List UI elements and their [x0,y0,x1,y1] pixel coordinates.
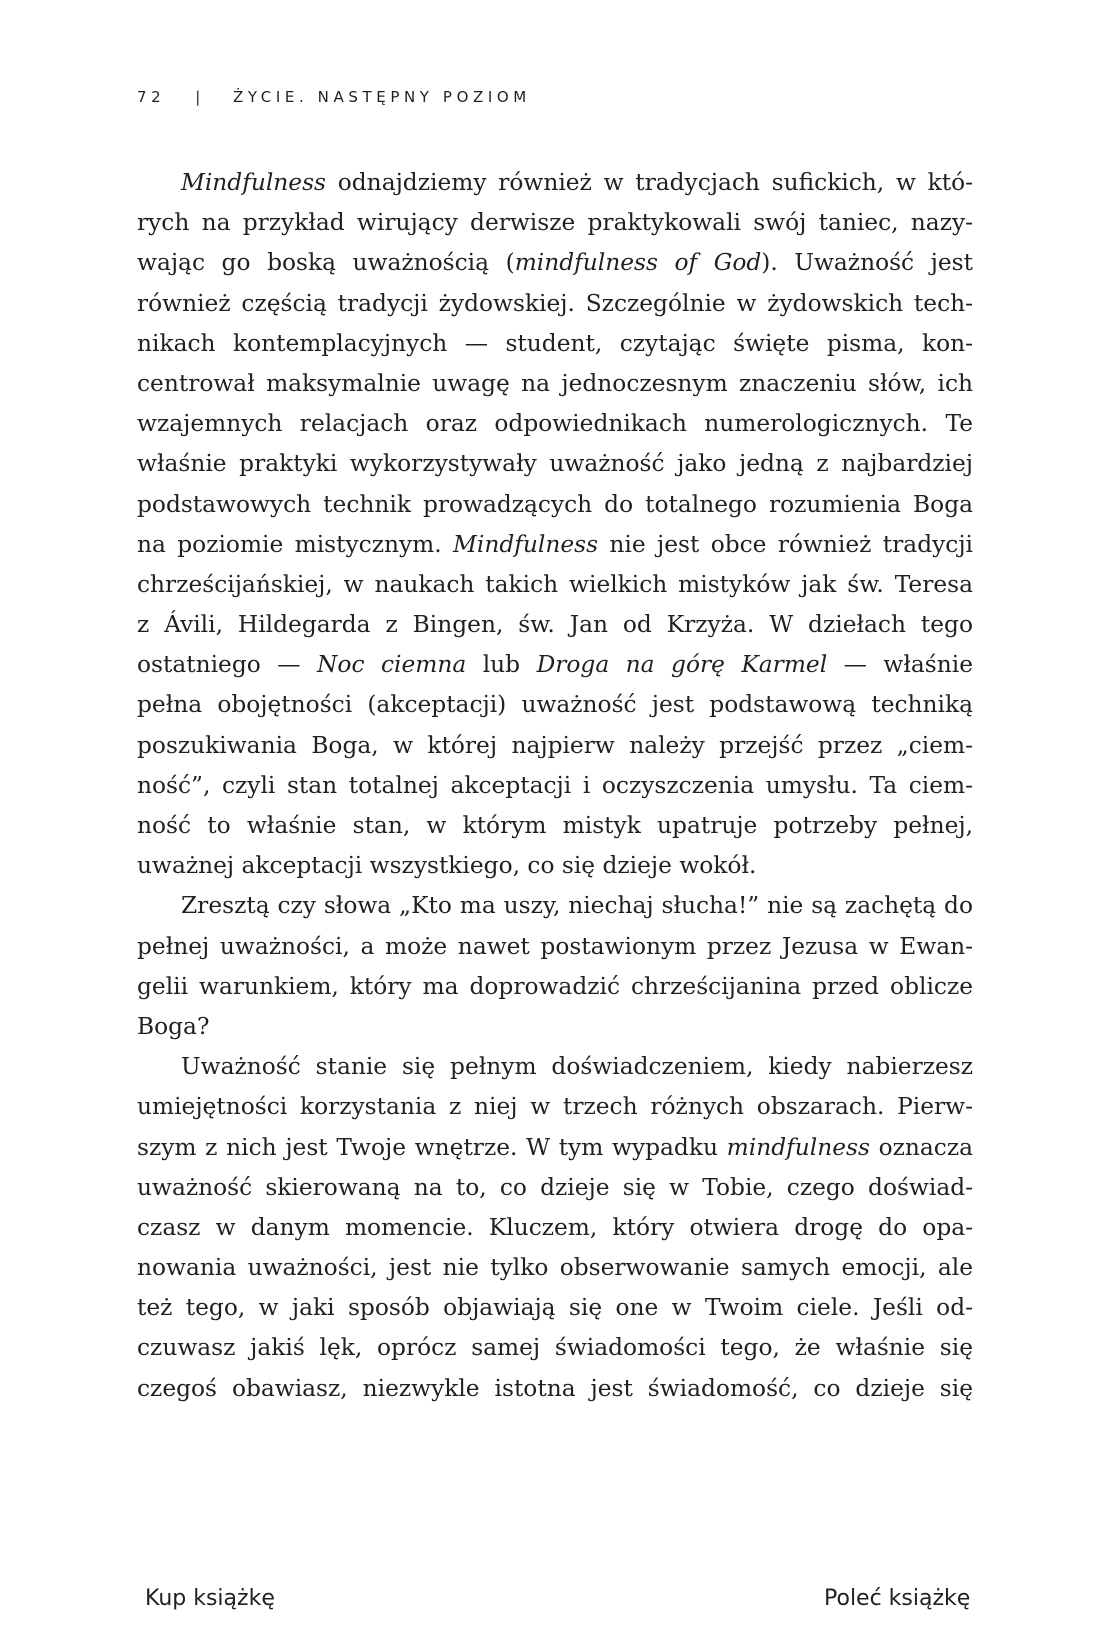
paragraph [137,1047,973,1409]
text-line [137,163,973,203]
book-title: ŻYCIE. NASTĘPNY POZIOM [232,88,531,106]
text-run: poszukiwania Boga, w której najpierw należy przejść przez „ciem- [137,731,973,759]
text-line [137,1328,973,1368]
text-line [137,404,973,444]
text-run: umiejętności korzystania z niej w trzech różnych obszarach. Pierw- [137,1093,973,1121]
text-line [137,645,973,685]
italic-text: mindfulness [726,1133,870,1161]
text-run: ). Uważność jest [761,249,973,277]
text-run: podstawowych technik prowadzących do totalnego rozumienia Boga [137,490,973,518]
text-line [137,846,973,886]
recommend-book-link[interactable]: Poleć książkę [824,1586,971,1611]
text-line [137,444,973,484]
text-line [137,1047,973,1087]
text-run: oznacza [869,1133,973,1161]
text-run: nikach kontemplacyjnych — student, czytając święte pisma, kon- [137,329,973,357]
text-line [137,203,973,243]
text-run: też tego, w jaki sposób objawiają się one w Twoim ciele. Jeśli od- [137,1294,973,1322]
text-run: nie jest obce również tradycji [598,530,973,558]
text-run: rych na przykład wirujący derwisze praktykowali swój taniec, nazy- [137,209,973,237]
text-line [137,1248,973,1288]
text-run: czasz w danym momencie. Kluczem, który otwiera drogę do opa- [137,1213,973,1241]
text-line [137,605,973,645]
text-line [137,1208,973,1248]
italic-text: Mindfulness [453,530,599,558]
text-run: nowania uważności, jest nie tylko obserwowanie samych emocji, ale [137,1254,973,1282]
text-run: wzajemnych relacjach oraz odpowiednikach numerologicznych. Te [137,410,973,438]
text-line [137,324,973,364]
text-run: z Ávili, Hildegarda z Bingen, św. Jan od Krzyża. W dziełach tego [137,611,973,639]
text-run: na poziomie mistycznym. [137,530,454,558]
text-run: ostatniego — [137,651,318,679]
text-line [137,806,973,846]
text-run: gelii warunkiem, który ma doprowadzić chrześcijanina przed oblicze [137,972,973,1000]
text-line [137,284,973,324]
text-run: pełnej uważności, a może nawet postawionym przez Jezusa w Ewan- [137,932,973,960]
text-run: lub [466,651,537,679]
text-line [137,685,973,725]
buy-book-link[interactable]: Kup książkę [145,1586,275,1611]
text-line [137,766,973,806]
paragraph [137,886,973,1047]
text-run: Uważność stanie się pełnym doświadczeniem, kiedy nabierzesz [181,1053,973,1081]
page-number: 72 [137,88,166,106]
italic-text: Noc ciemna [317,651,467,679]
text-line [137,1087,973,1127]
text-line [137,1168,973,1208]
text-line [137,1007,973,1047]
text-run: — właśnie [827,651,973,679]
paragraph [137,163,973,886]
text-line [137,726,973,766]
text-run: wając go boską uważnością ( [137,249,515,277]
text-run: pełna obojętności (akceptacji) uważność jest podstawową techniką [137,691,973,719]
text-line [137,927,973,967]
text-run: Zresztą czy słowa „Kto ma uszy, niechaj słucha!” nie są zachętą do [181,892,973,920]
running-head [137,88,531,106]
text-run: uważnej akceptacji wszystkiego, co się dzieje wokół. [137,852,757,880]
text-run: szym z nich jest Twoje wnętrze. W tym wypadku [137,1133,727,1161]
italic-text: Mindfulness [181,169,327,196]
text-run: również częścią tradycji żydowskiej. Szczególnie w żydowskich tech- [137,289,973,317]
text-run: czuwasz jakiś lęk, oprócz samej świadomości tego, że właśnie się [137,1334,973,1362]
text-run: ność to właśnie stan, w którym mistyk upatruje potrzeby pełnej, [137,812,973,839]
text-line [137,243,973,283]
italic-text: Droga na górę Karmel [536,651,828,679]
text-line [137,967,973,1007]
text-run: uważność skierowaną na to, co dzieje się w Tobie, czego doświad- [137,1173,973,1201]
page-body-text [137,163,973,1409]
text-line [137,485,973,525]
text-run: ność”, czyli stan totalnej akceptacji i oczyszczenia umysłu. Ta ciem- [137,771,973,799]
text-run: odnajdziemy również w tradycjach sufickich, w któ- [326,169,973,196]
text-run: Boga? [137,1012,210,1040]
text-line [137,1369,973,1409]
text-run: centrował maksymalnie uwagę na jednoczesnym znaczeniu słów, ich [137,369,973,397]
text-run: chrześcijańskiej, w naukach takich wielkich mistyków jak św. Teresa [137,570,973,598]
text-line [137,565,973,605]
italic-text: mindfulness of God [514,249,762,277]
text-line [137,525,973,565]
text-run: czegoś obawiasz, niezwykle istotna jest świadomość, co dzieje się [137,1374,973,1402]
text-line [137,1288,973,1328]
text-run: właśnie praktyki wykorzystywały uważność jako jedną z najbardziej [137,450,973,478]
header-separator: | [195,88,205,106]
text-line [137,886,973,926]
text-line [137,1128,973,1168]
text-line [137,364,973,404]
